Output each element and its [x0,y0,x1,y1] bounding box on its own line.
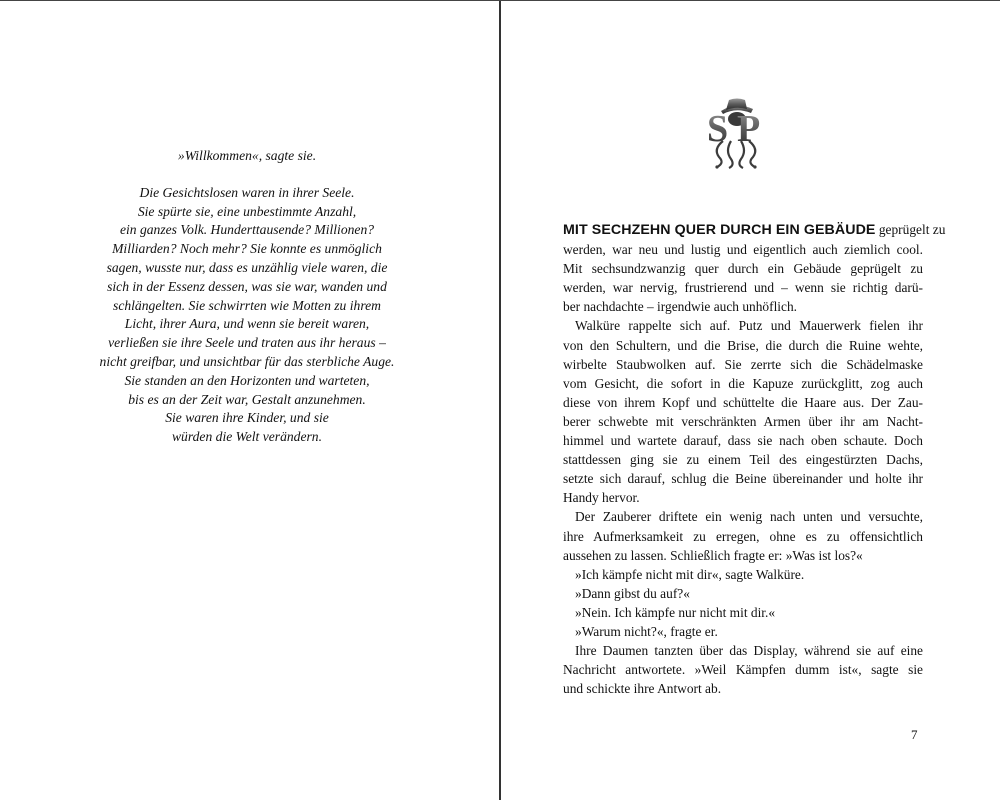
page-number: 7 [911,727,918,742]
right-page [501,1,1000,800]
poem-line: bis es an der Zeit war, Gestalt anzunehmen. [128,391,366,407]
body-line: setzte sich darauf, schlug die Beine übereinander und holte ihr [563,471,923,487]
body-line: »Nein. Ich kämpfe nur nicht mit dir.« [575,604,776,620]
skulduggery-pleasant-monogram-icon [703,97,769,169]
poem-lines [40,184,454,447]
poem-line: ein ganzes Volk. Hunderttausende? Millionen? [119,222,375,238]
body-line: aussehen zu lassen. Schließlich fragte er: »Was ist los?« [563,547,863,563]
body-line: werden, war neu und lustig und eigentlich auch ziemlich cool. [563,242,923,258]
body-line: berer schwebte mit verschränkten Armen über ihr am Nacht- [563,413,923,429]
chapter-first-line [563,220,946,240]
body-line: Walküre rappelte sich auf. Putz und Mauerwerk fielen ihr [575,318,923,334]
body-line: vom Gesicht, die sofort in die Kapuze zurückglitt, zog auch [563,375,923,391]
poem-line: nicht greifbar, und unsichtbar für das sterbliche Auge. [99,353,395,369]
body-line: diese von ihrem Kopf und schüttelte die Haare aus. Der Zau- [563,394,923,410]
body-line: Der Zauberer driftete ein wenig nach unten und versuchte, [575,509,923,525]
left-page [0,1,499,800]
body-line: Ihre Daumen tanzten über das Display, während sie auf eine [575,643,923,659]
body-line: Handy hervor. [563,490,640,506]
body-line: Mit sechsundzwanzig quer durch ein Gebäude geprügelt zu [563,261,923,277]
body-line: Nachricht antwortete. »Weil Kämpfen dumm ist«, sagte sie [563,662,923,678]
poem-line: sagen, wusste nur, dass es unzählig viele waren, die [106,259,388,275]
poem-line: würden die Welt verändern. [171,429,322,445]
body-line: und schickte ihre Antwort ab. [563,681,722,697]
poem-line: verließen sie ihre Seele und traten aus ihr heraus – [108,335,386,351]
body-line: »Dann gibst du auf?« [575,585,690,601]
body-line: stattdessen ging sie zu einem Teil des eingestürzten Dachs, [563,452,923,468]
chapter-body-text [563,220,946,698]
poem-line: Sie waren ihre Kinder, und sie [165,410,329,426]
poem-line: Sie spürte sie, eine unbestimmte Anzahl, [137,203,357,219]
poem-line: sich in der Essenz dessen, was sie war, wanden und [107,278,387,294]
italic-prologue-poem [40,147,454,447]
poem-line: Milliarden? Noch mehr? Sie konnte es unmöglich [112,241,382,257]
chapter-lead-in: MIT SECHZEHN QUER DURCH EIN GEBÄUDE [563,222,876,238]
svg-text:S: S [707,108,729,150]
body-line: himmel und wartete darauf, dass sie nach oben schaute. Doch [563,433,923,449]
body-line: wirbelte Staubwolken auf. Sie zerrte sich die Schädelmaske [563,356,923,372]
body-line: von den Schultern, und die Brise, die durch die Ruine wehte, [563,337,923,353]
poem-line: Die Gesichtslosen waren in ihrer Seele. [139,184,355,200]
poem-greeting: »Willkommen«, sagte sie. [177,148,317,163]
chapter-first-line-rest: geprügelt zu [875,222,946,237]
poem-line: Licht, ihrer Aura, und wenn sie bereit waren, [124,316,370,332]
poem-line: schlängelten. Sie schwirrten wie Motten zu ihrem [113,297,381,313]
body-line: werden, war nervig, frustrierend und – wenn sie richtig darü- [563,280,923,296]
poem-line: Sie standen an den Horizonten und warteten, [124,372,370,388]
body-line: ber nachdachte – irgendwie auch unhöflich. [563,299,797,315]
svg-text:P: P [737,108,761,150]
body-line: »Warum nicht?«, fragte er. [575,623,718,639]
body-line: »Ich kämpfe nicht mit dir«, sagte Walküre. [575,566,805,582]
body-line: ihre Aufmerksamkeit zu erregen, ohne es zu offensichtlich [563,528,923,544]
